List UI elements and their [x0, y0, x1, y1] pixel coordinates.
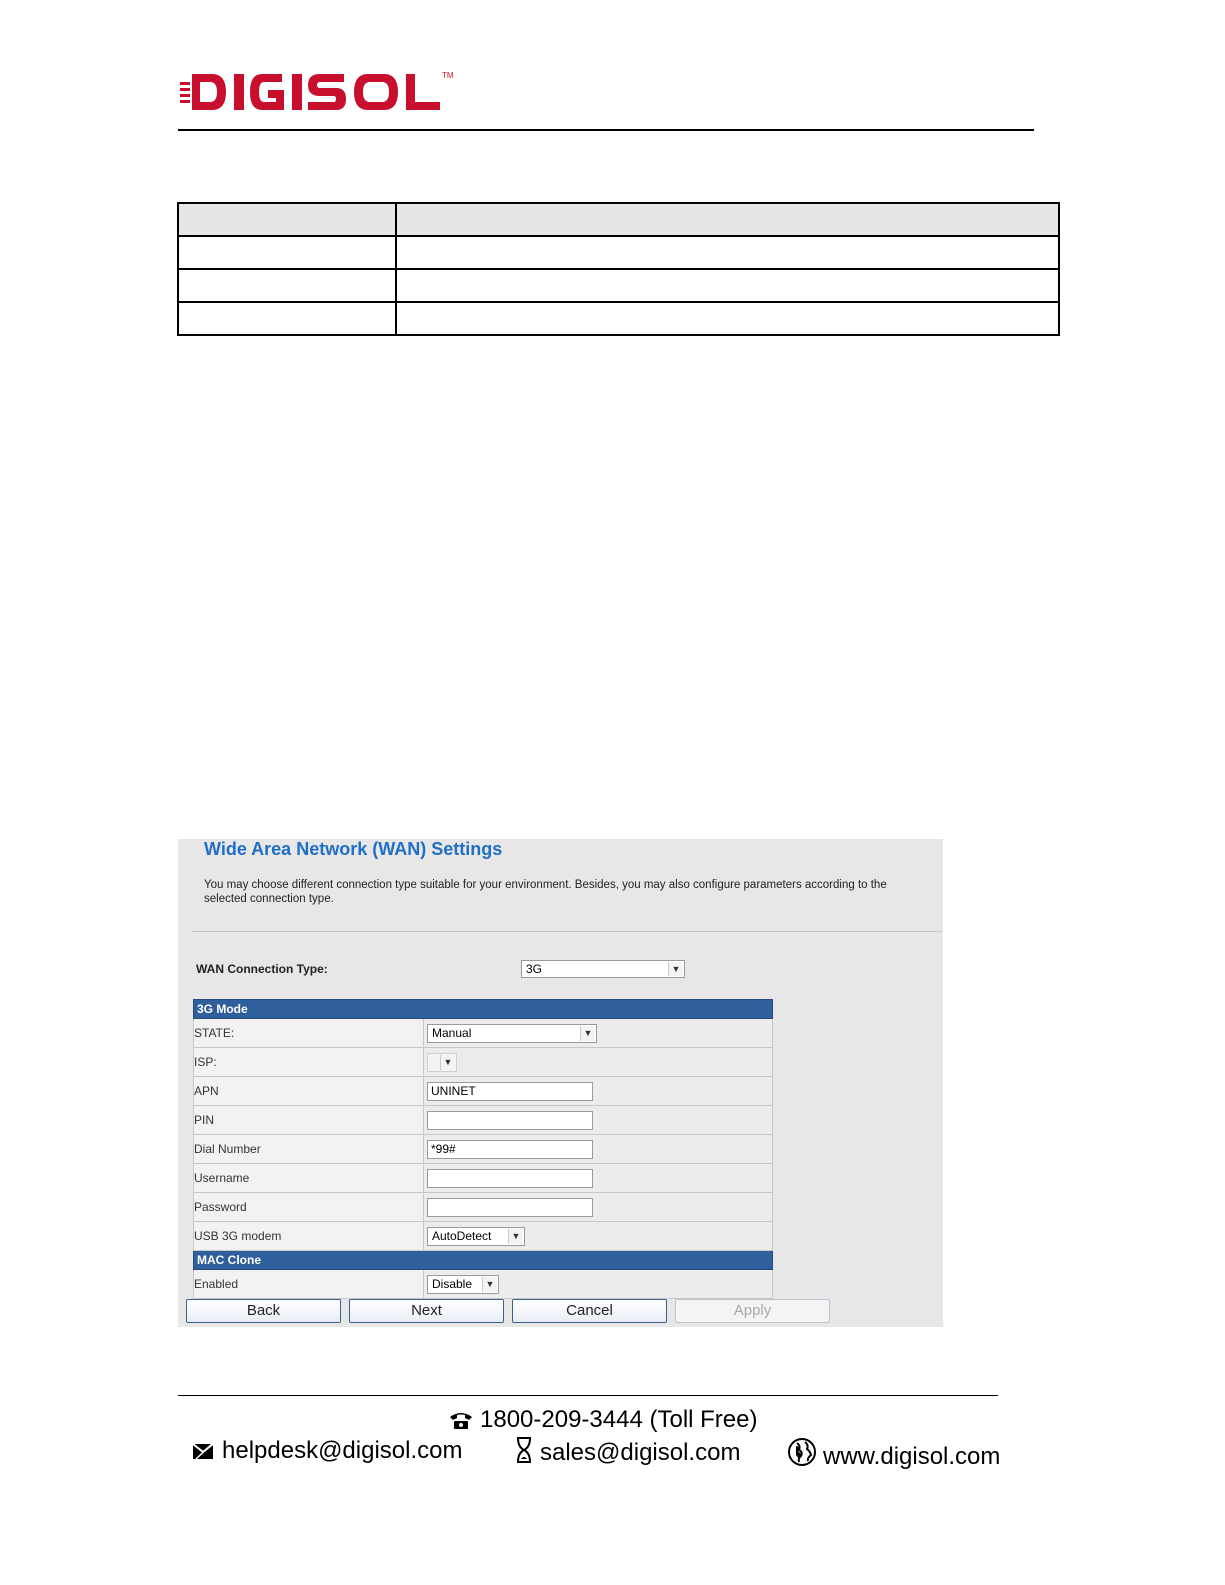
- mail-icon: [192, 1440, 216, 1468]
- row-username: [194, 1164, 773, 1193]
- connection-type-label: WAN Connection Type:: [196, 962, 328, 976]
- phone-icon: [448, 1409, 474, 1437]
- 3g-mode-table: [193, 999, 773, 1299]
- footer-divider: [178, 1395, 998, 1396]
- header-divider: [178, 129, 1034, 131]
- chevron-down-icon: ▼: [668, 962, 683, 976]
- password-label: Password: [194, 1193, 424, 1222]
- row-apn: [194, 1077, 773, 1106]
- next-button[interactable]: Next: [349, 1299, 504, 1323]
- row-password: [194, 1193, 773, 1222]
- username-label: Username: [194, 1164, 424, 1193]
- footer-phone: 1800-209-3444 (Toll Free): [448, 1406, 758, 1437]
- state-select[interactable]: Manual ▼: [427, 1024, 597, 1043]
- chevron-down-icon: ▼: [508, 1229, 523, 1244]
- mac-enabled-label: Enabled: [194, 1270, 424, 1299]
- digisol-logo: [178, 68, 468, 116]
- footer-sales: [514, 1437, 740, 1470]
- dial-number-label: Dial Number: [194, 1135, 424, 1164]
- document-table: [177, 202, 1060, 336]
- wan-title: Wide Area Network (WAN) Settings: [204, 839, 503, 859]
- row-isp: [194, 1048, 773, 1077]
- row-state: [194, 1019, 773, 1048]
- mac-enabled-select[interactable]: Disable ▼: [427, 1275, 499, 1294]
- pin-input[interactable]: [427, 1111, 593, 1130]
- connection-type-select[interactable]: 3G ▼: [521, 960, 685, 978]
- footer-email: [192, 1437, 462, 1468]
- wan-settings-panel: [178, 839, 943, 1327]
- usb-modem-select[interactable]: AutoDetect ▼: [427, 1227, 525, 1246]
- cancel-button[interactable]: Cancel: [512, 1299, 667, 1323]
- state-label: STATE:: [194, 1019, 424, 1048]
- section-mac-clone: MAC Clone: [194, 1251, 773, 1270]
- row-usb-3g-modem: [194, 1222, 773, 1251]
- section-3g-mode: 3G Mode: [194, 1000, 773, 1019]
- globe-icon: [787, 1437, 817, 1474]
- chevron-down-icon: ▼: [580, 1026, 595, 1041]
- row-pin: [194, 1106, 773, 1135]
- apn-label: APN: [194, 1077, 424, 1106]
- row-dial-number: [194, 1135, 773, 1164]
- chevron-down-icon: ▼: [440, 1055, 455, 1070]
- isp-select[interactable]: [427, 1053, 457, 1072]
- back-button[interactable]: Back: [186, 1299, 341, 1323]
- dial-number-input[interactable]: *99#: [427, 1140, 593, 1159]
- usb-modem-label: USB 3G modem: [194, 1222, 424, 1251]
- email-link[interactable]: helpdesk@digisol.com: [222, 1437, 463, 1464]
- username-input[interactable]: [427, 1169, 593, 1188]
- svg-text:TM: TM: [442, 71, 454, 80]
- apply-button[interactable]: Apply: [675, 1299, 830, 1323]
- wan-divider: [192, 931, 942, 932]
- apn-input[interactable]: UNINET: [427, 1082, 593, 1101]
- password-input[interactable]: [427, 1198, 593, 1217]
- web-link[interactable]: www.digisol.com: [823, 1443, 1001, 1470]
- chevron-down-icon: ▼: [482, 1277, 497, 1292]
- pin-label: PIN: [194, 1106, 424, 1135]
- hourglass-icon: [514, 1437, 534, 1470]
- row-mac-enabled: [194, 1270, 773, 1299]
- sales-link[interactable]: sales@digisol.com: [540, 1439, 741, 1466]
- footer-web: [787, 1437, 1000, 1474]
- isp-label: ISP:: [194, 1048, 424, 1077]
- wan-description: You may choose different connection type suitable for your environment. Besides, you may also configure parameters according to the selected connection type.: [204, 879, 887, 905]
